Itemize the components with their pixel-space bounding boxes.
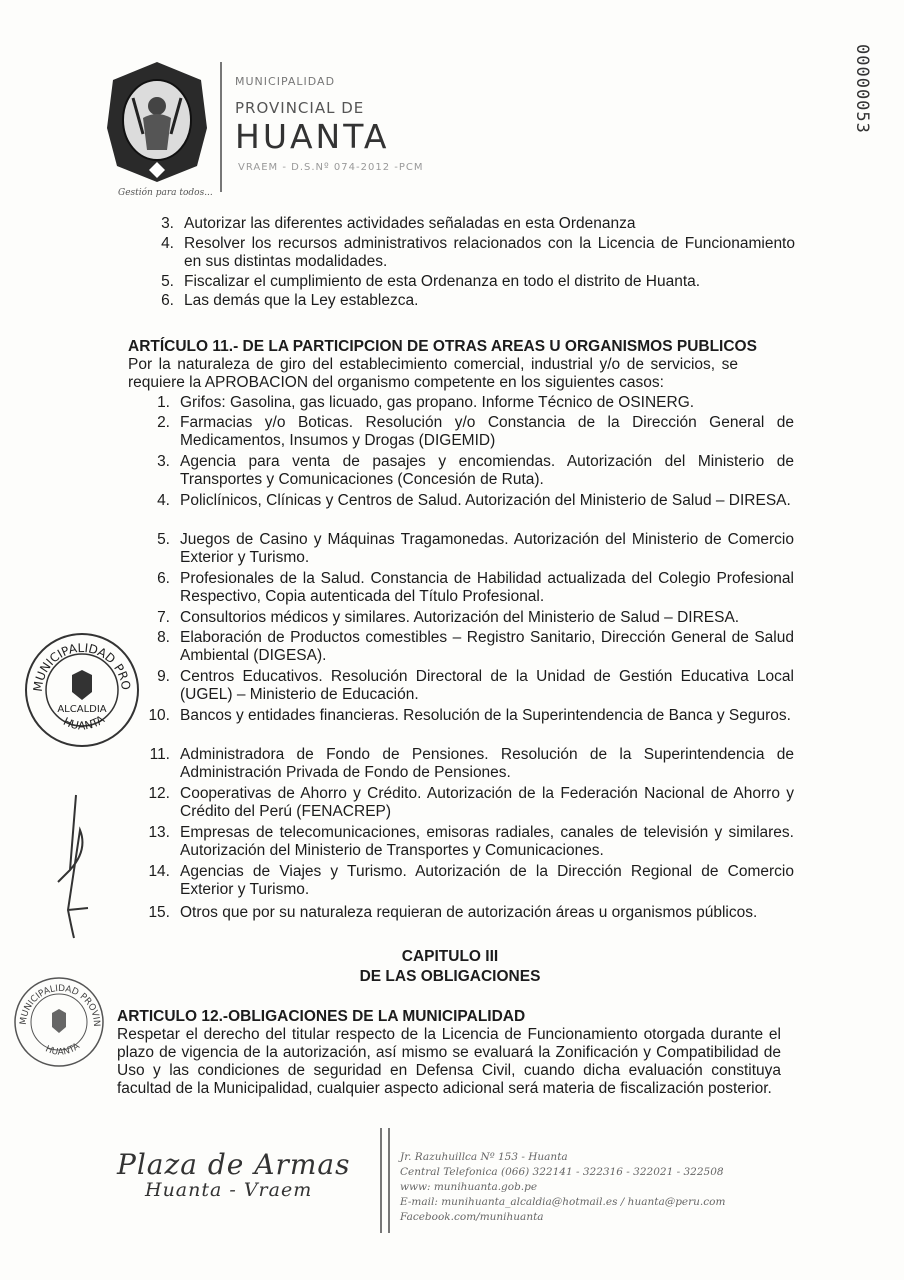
- footer-huanta-vraem: Huanta - Vraem: [145, 1179, 313, 1201]
- svg-text:HUANTA: HUANTA: [43, 1041, 82, 1058]
- footer-plaza: Plaza de Armas: [117, 1148, 351, 1181]
- footer-separator: [380, 1128, 390, 1233]
- header-separator: [220, 62, 222, 192]
- municipal-seal-stamp: [22, 630, 142, 750]
- logo-caption: Gestión para todos...: [118, 188, 213, 198]
- municipal-logo: [103, 58, 211, 188]
- article-11-intro: Por la naturaleza de giro del establecimiento comercial, industrial y/o de servicios, se requiere la APROBACION del organismo competente en los siguientes casos:: [128, 356, 738, 391]
- header-decree: VRAEM - D.S.Nº 074-2012 -PCM: [238, 162, 424, 173]
- municipal-seal-stamp-2: [12, 975, 107, 1070]
- chapter-title: DE LAS OBLIGACIONES: [359, 968, 541, 985]
- signature: [48, 790, 108, 940]
- footer-email: E-mail: munihuanta_alcaldia@hotmail.es / huanta@peru.com: [400, 1196, 726, 1208]
- footer-facebook: Facebook.com/munihuanta: [400, 1211, 544, 1223]
- footer-phone: Central Telefonica (066) 322141 - 322316 - 322021 - 322508: [400, 1166, 724, 1178]
- footer-web: www: munihuanta.gob.pe: [400, 1181, 538, 1193]
- svg-text:HUANTA: HUANTA: [61, 712, 107, 733]
- header-huanta: HUANTA: [235, 117, 390, 156]
- footer-address: Jr. Razuhuillca Nº 153 - Huanta: [400, 1151, 568, 1163]
- chapter-number: CAPITULO III: [401, 948, 499, 965]
- document-number: 00000053: [852, 44, 872, 134]
- svg-text:ALCALDIA: ALCALDIA: [57, 704, 107, 715]
- svg-text:MUNICIPALIDAD PROVINCIAL: MUNICIPALIDAD PRO: [30, 640, 134, 693]
- article-12-title: ARTICULO 12.-OBLIGACIONES DE LA MUNICIPALIDAD: [117, 1008, 526, 1025]
- header-municipalidad: MUNICIPALIDAD: [235, 75, 336, 88]
- header-provincial: PROVINCIAL DE: [235, 99, 365, 117]
- footer-contact: [400, 1150, 725, 1225]
- article-12-text: Respetar el derecho del titular respecto de la Licencia de Funcionamiento otorgada durante el plazo de vigencia de la autorización, así mismo se evaluará la Zonificación y Compatibilidad de Uso y las condiciones de seguridad en Defensa Civil, cuando dicha evaluación constituya facultad de la Municipalidad, cualquier aspecto adicional será materia de fiscalización posterior.: [117, 1026, 781, 1097]
- svg-text:MUNICIPALIDAD PROVINCIAL: MUNICIPALIDAD PROVIN: [18, 983, 102, 1027]
- article-11-title: ARTÍCULO 11.- DE LA PARTICIPCION DE OTRAS AREAS U ORGANISMOS PUBLICOS: [128, 338, 757, 355]
